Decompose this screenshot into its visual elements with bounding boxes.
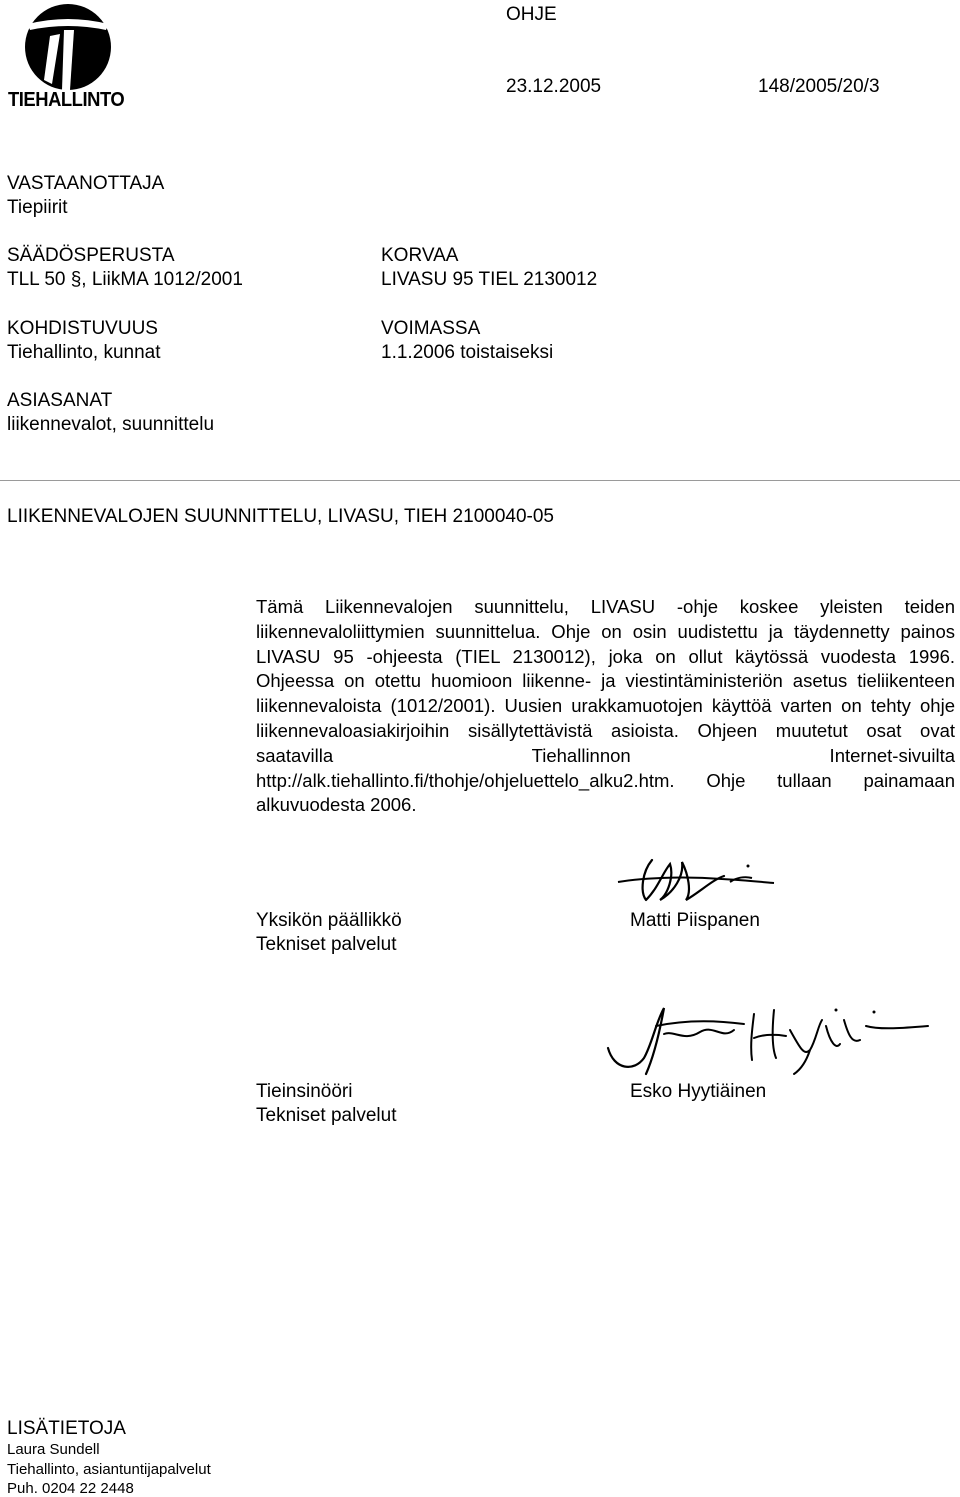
signature-2-image <box>604 1000 932 1078</box>
replaces-label: KORVAA <box>381 245 459 266</box>
horizontal-divider <box>0 480 960 481</box>
document-date: 23.12.2005 <box>506 76 602 97</box>
signer-1-name: Matti Piispanen <box>630 910 760 931</box>
valid-value: 1.1.2006 toistaiseksi <box>381 342 554 363</box>
signer-2-role: Tieinsinööri <box>256 1081 353 1102</box>
recipient-label: VASTAANOTTAJA <box>7 173 165 194</box>
target-label: KOHDISTUVUUS <box>7 318 158 339</box>
signer-2-name: Esko Hyytiäinen <box>630 1081 767 1102</box>
contact-name: Laura Sundell <box>7 1441 100 1458</box>
valid-label: VOIMASSA <box>381 318 481 339</box>
document-type: OHJE <box>506 4 557 25</box>
contact-label: LISÄTIETOJA <box>7 1418 126 1439</box>
body-paragraph: Tämä Liikennevalojen suunnittelu, LIVASU -ohje koskee yleisten teiden liikennevaloliittymien suunnittelua. Ohje on osin uudistettu ja täydennetty painos LIVASU 95 -ohjeesta (TIEL 2130012), joka on ollut käytössä vuodesta 1996. Ohjeessa on otettu huomioon liikenne- ja viestintäministeriön asetus tieliikenteen liikennevaloista (1012/2001). Uusien urakkamuotojen käyttöä varten on tehty ohje liikennevaloasiakirjoihin sisällytettävistä asioista. Ohjeen muutetut osat ovat saatavilla Tiehallinnon Internet-sivuilta http://alk.tiehallinto.fi/thohje/ohjeluettelo_alku2.htm. Ohje tullaan painamaan alkuvuodesta 2006. <box>256 596 955 816</box>
contact-phone: Puh. 0204 22 2448 <box>7 1480 134 1497</box>
document-title: LIIKENNEVALOJEN SUUNNITTELU, LIVASU, TIEH 2100040-05 <box>7 506 554 527</box>
target-value: Tiehallinto, kunnat <box>7 342 161 363</box>
keywords-label: ASIASANAT <box>7 390 113 411</box>
basis-value: TLL 50 §, LiikMA 1012/2001 <box>7 269 243 290</box>
logo-text: TIEHALLINTO <box>8 89 125 111</box>
recipient-value: Tiepiirit <box>7 197 68 218</box>
signer-1-role: Yksikön päällikkö <box>256 910 402 931</box>
signer-1-unit: Tekniset palvelut <box>256 934 397 955</box>
basis-label: SÄÄDÖSPERUSTA <box>7 245 175 266</box>
document-reference: 148/2005/20/3 <box>758 76 880 97</box>
signature-1-image <box>612 852 777 904</box>
contact-organization: Tiehallinto, asiantuntijapalvelut <box>7 1461 211 1478</box>
replaces-value: LIVASU 95 TIEL 2130012 <box>381 269 598 290</box>
signer-2-unit: Tekniset palvelut <box>256 1105 397 1126</box>
keywords-value: liikennevalot, suunnittelu <box>7 414 215 435</box>
